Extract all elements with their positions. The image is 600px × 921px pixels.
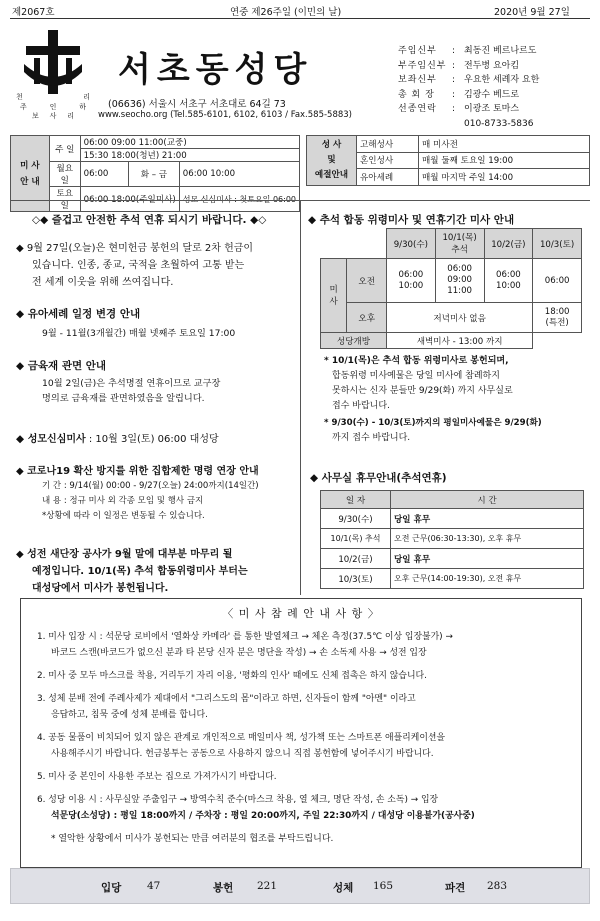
bullet-icon: ◆ [16, 308, 28, 320]
issue-number: 제2067호 [12, 7, 55, 18]
mass-guidelines-box [20, 598, 582, 868]
issue-date: 2020년 9월 27일 [494, 7, 570, 18]
guideline-item: 5. 미사 중 본인이 사용한 주보는 집으로 가져가시기 바랍니다. [37, 772, 277, 782]
church-address: (06636) 서울시 서초구 서초대로 64길 73 [108, 99, 286, 110]
liturgical-week: 연중 제26주일 (이민의 날) [230, 7, 342, 18]
column-divider [300, 200, 301, 595]
notice-marian-mass: ◆ 성모신심미사 : 10월 3일(토) 06:00 대성당 [16, 433, 219, 445]
holiday-banner: ◇◆ 즐겁고 안전한 추석 연휴 되시기 바랍니다. ◆◇ [32, 214, 267, 226]
guideline-item: 6. 성당 이용 시 : 사무실앞 주출입구 → 방역수칙 준수(마스크 착용, 열 체크, 명단 작성, 손 소독) → 입장 석문당(소성당) : 평일 18:00까지 / 주차장 : 평일 20:00까지, 주일 22:30까지 / 대성당 이용불가(공사중) [37, 795, 475, 821]
office-closure-title: ◆ 사무실 휴무안내(추석연휴) [310, 472, 447, 484]
church-website[interactable]: www.seocho.org (Tel.585-6101, 6102, 6103 / Fax.585-5883) [98, 110, 352, 120]
chuseok-mass-table: 9/30(수) 10/1(목) 추석 10/2(금) 10/3(토) 미 사 오전 06:00 10:00 06:00 09:00 11:00 06:00 10:00 06:00 오후 저녁미사 없음 18:00 (특전) 성당개방 새벽미사 - 13:00 까지 [320, 228, 582, 349]
chuseok-notes: * 10/1(목)은 추석 합동 위령미사로 봉헌되며, 합동위령 미사예물은 당일 미사에 참례하지 못하시는 신자 분들만 9/29(화) 까지 사무실로 접수 바랍니다. * 9/30(수) - 10/3(토)까지의 평일미사예물은 9/29(화) 까지 접수 바랍니다. [324, 356, 542, 443]
attendance-footer: 입당 47 봉헌 221 성체 165 파견 283 [10, 868, 590, 904]
church-logo: 천 리 주 인 하 보 사 리 [12, 28, 94, 120]
notice-rice-offering: ◆ 9월 27일(오늘)은 현미헌금 봉헌의 달로 2차 헌금이 있습니다. 인종, 종교, 국적을 초월하여 고통 받는 전 세계 이웃을 위해 쓰여집니다. [16, 243, 254, 288]
guideline-item: 3. 성체 분배 전에 주례사제가 제대에서 "그리스도의 몸"이라고 하면, 신자들이 함께 "아멘" 이라고 응답하고, 침묵 중에 성체 분배를 합니다. [37, 694, 416, 720]
guidelines-list [37, 629, 573, 824]
notice-fasting: ◆ 금육재 관면 안내 10월 2일(금)은 추석명절 연휴이므로 교구장 명의로 금육재를 관면하였음을 알립니다. [16, 360, 221, 404]
staff-list: 주임신부 : 최동진 베르나르도 부주임신부 : 전두병 요아킴 보좌신부 : 우요한 세례자 요한 총 회 장 : 김광수 베드로 선종연락 : 이광조 토마스 010-8733-5836 [398, 46, 540, 129]
guideline-item: 2. 미사 중 모두 마스크를 착용, 거리두기 자리 이용, '평화의 인사' 때에도 신체 접촉은 하지 않습니다. [37, 671, 427, 681]
church-name: 서초동성당 [118, 50, 313, 90]
notice-renovation: ◆ 성전 새단장 공사가 9월 말에 대부분 마무리 될 예정입니다. 10/1(목) 추석 합동위령미사 부터는 대성당에서 미사가 봉헌됩니다. [16, 549, 248, 594]
bullet-icon: ◆ [310, 472, 322, 484]
mass-schedule-table: 미 사 안 내 주 일 06:00 09:00 11:00(교중) 15:30 18:00(청년) 21:00 월요일 06:00 화 – 금 06:00 10:00 토요일 06:00 18:00(주일미사) 성모 신심미사 : 첫토요일 06:00 [10, 135, 300, 212]
office-closure-table: 일 자 시 간 9/30(수) 당일 휴무 10/1(목) 추석 오전 근무(06:30-13:30), 오후 휴무 10/2(금) 당일 휴무 10/3(토) 오후 근무(14:00-19:30), 오전 휴무 [320, 490, 584, 589]
bullet-icon: ◆ [16, 360, 28, 372]
bullet-icon: ◆ [308, 214, 320, 226]
notice-covid: ◆ 코로나19 확산 방지를 위한 집합제한 명령 연장 안내 기 간 : 9/14(월) 00:00 - 9/27(오늘) 24:00까지(14일간) 내 용 : 정규 미사 외 각종 모임 및 행사 금지 *상황에 따라 이 일정은 변동될 수 있습니다. [16, 466, 259, 521]
sacrament-table: 성 사 및 예절안내 고해성사 매 미사전 혼인성사 매월 둘째 토요일 19:00 유아세례 매월 마지막 주일 14:00 [306, 135, 590, 186]
guideline-item: 4. 공동 물품이 비치되어 있지 않은 관계로 개인적으로 매일미사 책, 성가책 또는 스마트폰 애플리케이션을 사용해주시기 바랍니다. 헌금봉투는 공동으로 사용하지 않으니 직접 봉헌함에 넣어주시기 바랍니다. [37, 733, 446, 759]
header-divider [10, 18, 590, 19]
bullet-icon: ◆ [16, 433, 28, 445]
bullet-icon: ◆ [16, 549, 28, 560]
notice-infant-baptism: ◆ 유아세례 일정 변경 안내 9월 - 11월(3개월간) 매월 넷째주 토요일 17:00 [16, 308, 236, 339]
guideline-item: 1. 미사 입장 시 : 석문당 로비에서 '열화상 카메라' 를 통한 발열체크 → 체온 측정(37.5℃ 이상 입장불가) → 바코드 스캔(바코드가 없으신 분과 타 본당 신자 분은 명단을 작성) → 손 소독제 사용 → 성전 입장 [37, 632, 453, 658]
guidelines-title: 〈 미 사 참 례 안 내 사 항 〉 [222, 607, 380, 620]
bullet-icon: ◆ [16, 243, 27, 254]
chuseok-mass-title: ◆ 추석 합동 위령미사 및 연휴기간 미사 안내 [308, 214, 515, 226]
bullet-icon: ◆ [16, 466, 28, 477]
page-header [0, 2, 600, 18]
guidelines-closing: * 열악한 상황에서 미사가 봉헌되는 만큼 여러분의 협조를 부탁드립니다. [51, 834, 334, 844]
